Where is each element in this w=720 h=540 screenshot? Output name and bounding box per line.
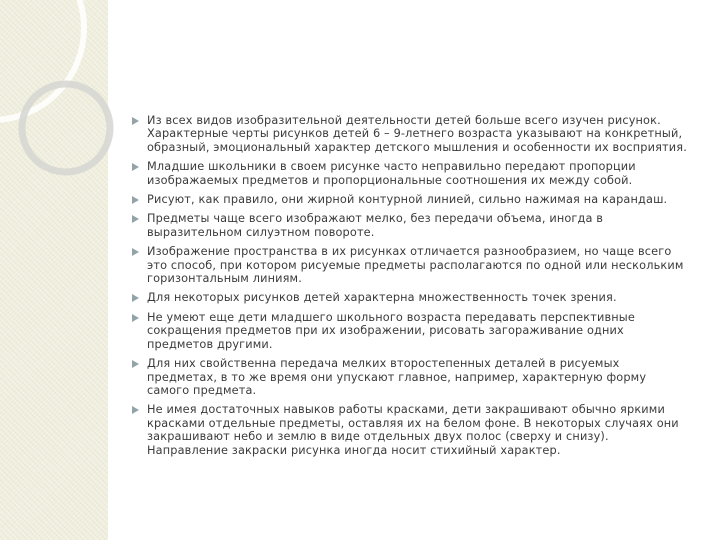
bullet-item [132, 160, 692, 187]
bullet-item [132, 403, 692, 457]
bullet-text: Для некоторых рисунков детей характерна множественность точек зрения. [147, 291, 617, 305]
bullet-marker-icon [132, 163, 139, 171]
bullet-marker-icon [132, 117, 139, 125]
bullet-text: Не умеют еще дети младшего школьного возраста передавать перспективные сокращения предметов при их изображении, рисовать загораживание одних предметов другими. [147, 310, 635, 351]
bullet-marker-icon [132, 215, 139, 223]
bullet-marker-icon [132, 314, 139, 322]
bullet-marker-icon [132, 406, 139, 414]
bullet-text: Предметы чаще всего изображают мелко, без передачи объема, иногда в выразительном силуэтном повороте. [147, 212, 604, 239]
bullet-content [132, 114, 692, 463]
bullet-item [132, 114, 692, 154]
bullet-item [132, 245, 692, 285]
bullet-item [132, 212, 692, 239]
bullet-marker-icon [132, 294, 139, 302]
bullet-text: Рисуют, как правило, они жирной контурной линией, сильно нажимая на карандаш. [147, 193, 668, 207]
bullet-item [132, 193, 692, 206]
bullet-text: Для них свойственна передача мелких второстепенных деталей в рисуемых предметах, в то же время они упускают главное, например, характерную форму самого предмета. [147, 357, 647, 397]
bullet-text: Из всех видов изобразительной деятельности детей больше всего изучен рисунок. Характерные черты рисунков детей 6 – 9-летнего возраста указывают на конкретный, образный, эмоциональный характер детского мышления и особенности их восприятия. [147, 114, 687, 154]
bullet-list [132, 114, 692, 457]
bullet-item [132, 357, 692, 397]
bullet-text: Младшие школьники в своем рисунке часто неправильно передают пропорции изображаемых предметов и пропорциональные соотношения их между собой. [147, 160, 636, 187]
decorative-sidebar [0, 0, 108, 540]
bullet-text: Не имея достаточных навыков работы красками, дети закрашивают обычно яркими красками отдельные предметы, оставляя их на белом фоне. В некоторых случаях они закрашивают небо и землю в виде отдельных двух полос (сверху и снизу). Направление закраски рисунка иногда носит стихийный характер. [147, 403, 679, 457]
bullet-text: Изображение пространства в их рисунках отличается разнообразием, но чаще всего это способ, при котором рисуемые предметы располагаются по одной или нескольким горизонтальным линиям. [147, 245, 684, 286]
bullet-item [132, 291, 692, 304]
bullet-item [132, 311, 692, 351]
bullet-marker-icon [132, 248, 139, 256]
bullet-marker-icon [132, 360, 139, 368]
bullet-marker-icon [132, 196, 139, 204]
